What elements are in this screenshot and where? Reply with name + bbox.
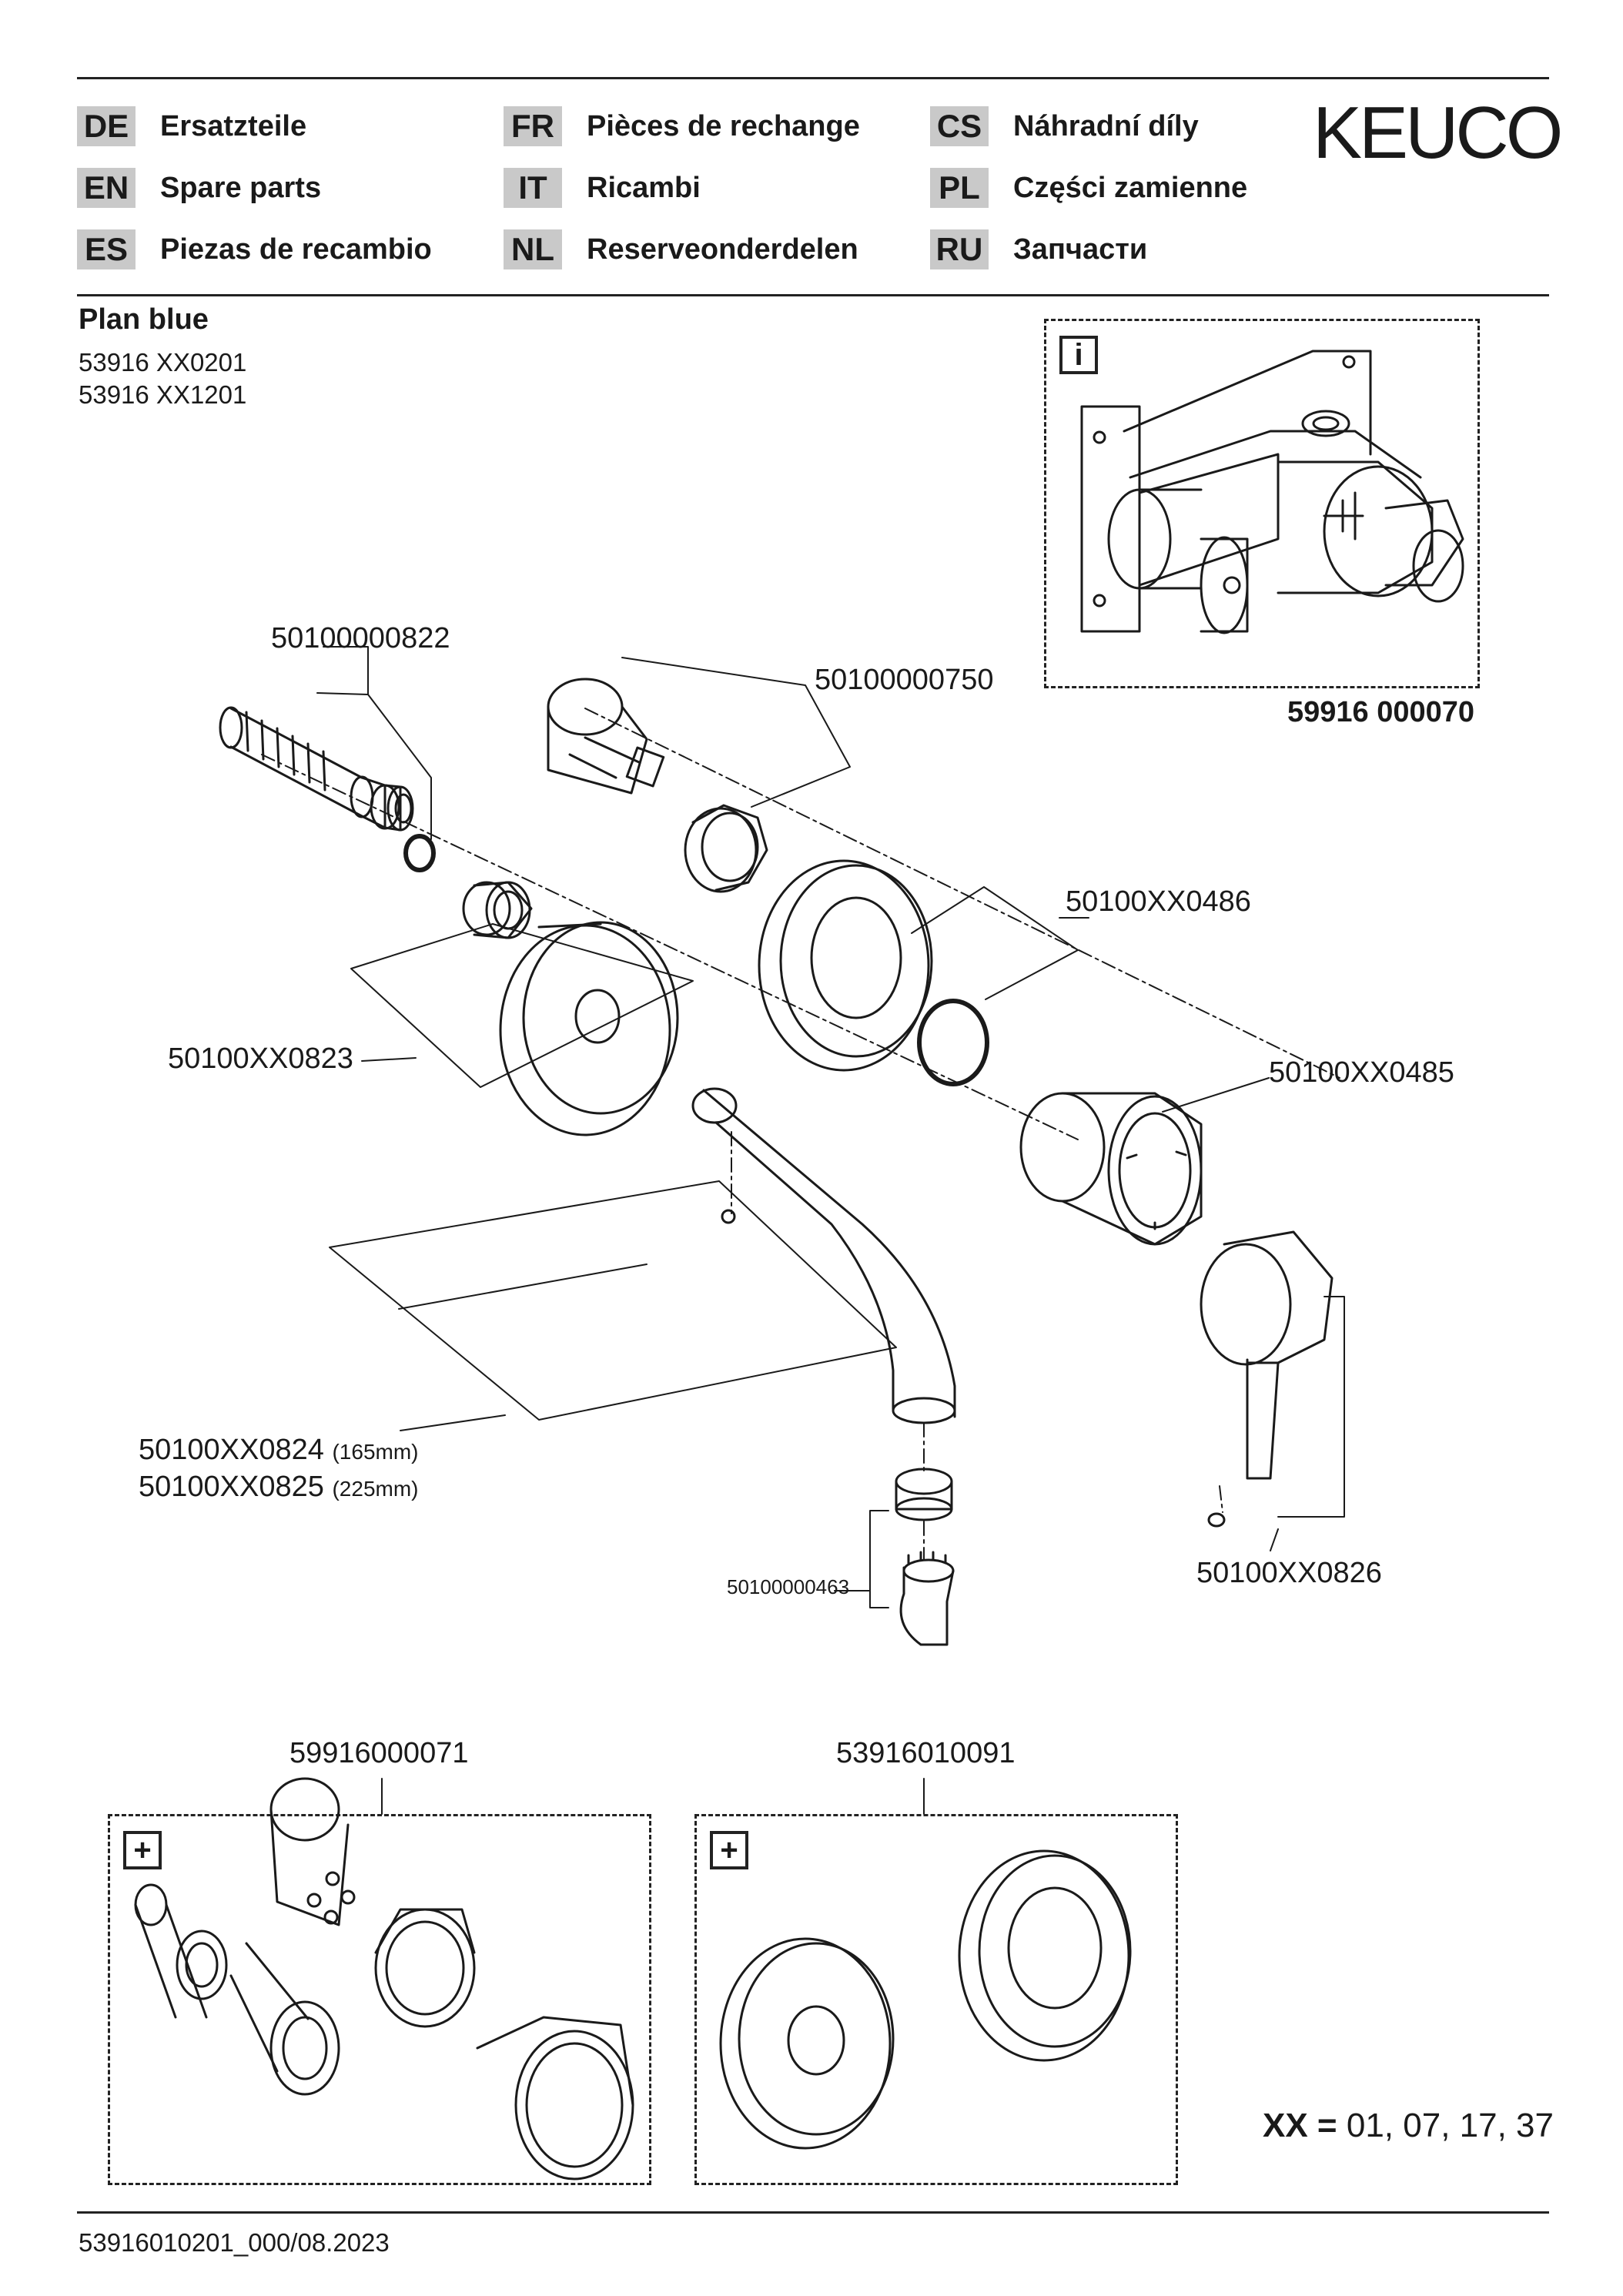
cartridge-part <box>548 679 767 892</box>
part-label-0823: 50100XX0823 <box>168 1043 353 1075</box>
lang-code: RU <box>930 229 989 269</box>
variant-2: 53916 XX1201 <box>79 380 247 409</box>
info-part-number: 59916 000070 <box>1287 696 1475 728</box>
part-number: 50100XX0824 <box>139 1434 324 1466</box>
lang-label: Ricambi <box>587 171 701 204</box>
leader-line <box>870 1511 888 1608</box>
lang-code: PL <box>930 168 989 208</box>
part-size: (225mm) <box>332 1477 419 1501</box>
lang-code: EN <box>77 168 136 208</box>
leader-line <box>912 887 1078 999</box>
part-label-0463: 50100000463 <box>727 1575 850 1598</box>
legend-values: 01, 07, 17, 37 <box>1346 2107 1554 2144</box>
leader-line <box>1278 1297 1344 1517</box>
lang-code: CS <box>930 106 989 146</box>
lang-code: NL <box>504 229 562 269</box>
handle-part <box>1201 1232 1332 1526</box>
part-label-0750: 50100000750 <box>815 664 994 696</box>
variant-1: 53916 XX0201 <box>79 348 247 377</box>
lang-label: Запчасти <box>1013 233 1148 266</box>
part-label-0485: 50100XX0485 <box>1269 1056 1454 1089</box>
concealed-body-illustration <box>1082 351 1463 633</box>
leader-line <box>622 658 850 807</box>
part-label-0486: 50100XX0486 <box>1066 885 1251 918</box>
lang-label: Reserveonderdelen <box>587 233 858 266</box>
kit-label-2: 53916010091 <box>836 1737 1016 1769</box>
lang-label: Spare parts <box>160 171 322 204</box>
leader-line <box>1270 1529 1278 1551</box>
leader-line <box>317 693 368 694</box>
lang-code: FR <box>504 106 562 146</box>
lang-code: ES <box>77 229 136 269</box>
part-number: 50100XX0825 <box>139 1471 324 1503</box>
lang-code: IT <box>504 168 562 208</box>
plus-icon: + <box>710 1831 748 1869</box>
brand-logo: KEUCO <box>1313 92 1561 174</box>
sleeve-0485 <box>1021 1093 1201 1244</box>
leader-line <box>323 647 431 839</box>
part-label-0822: 50100000822 <box>271 622 450 654</box>
lang-code: DE <box>77 106 136 146</box>
leader-line <box>351 924 693 1087</box>
part-label-0826: 50100XX0826 <box>1196 1557 1382 1589</box>
plus-icon: + <box>123 1831 162 1869</box>
rosette-0486 <box>759 861 987 1084</box>
legend-key: XX = <box>1263 2107 1337 2144</box>
part-size: (165mm) <box>332 1440 419 1464</box>
product-name: Plan blue <box>79 303 209 336</box>
kit-1-parts <box>136 1779 633 2179</box>
leader-line <box>1163 1078 1269 1112</box>
extension-part <box>220 708 433 870</box>
leader-line <box>362 1058 416 1061</box>
document-id: 53916010201_000/08.2023 <box>79 2228 390 2257</box>
kit-2-parts <box>721 1851 1130 2148</box>
lang-label: Ersatzteile <box>160 109 307 142</box>
kit-label-1: 59916000071 <box>289 1737 469 1769</box>
rosette-0823 <box>500 922 678 1135</box>
leader-line <box>382 1779 924 1814</box>
info-icon: i <box>1059 336 1098 374</box>
lang-label: Części zamienne <box>1013 171 1248 204</box>
lang-label: Pièces de rechange <box>587 109 860 142</box>
leader-line <box>330 1181 896 1420</box>
lang-label: Piezas de recambio <box>160 233 432 266</box>
lang-label: Náhradní díly <box>1013 109 1199 142</box>
